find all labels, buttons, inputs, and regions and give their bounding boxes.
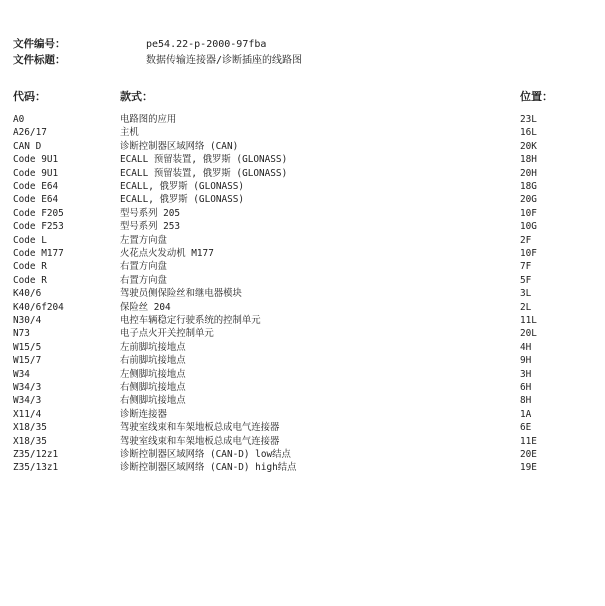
row-position: 8H: [520, 395, 532, 407]
row-position: 7F: [520, 261, 532, 273]
row-position: 2F: [520, 234, 532, 246]
row-code: Code R: [13, 274, 47, 286]
row-position: 1A: [520, 408, 532, 420]
row-code: W34/3: [13, 382, 42, 393]
row-position: 3H: [520, 368, 532, 380]
row-code: Code L: [13, 234, 47, 246]
table-row: [0, 394, 605, 407]
row-code: CAN D: [13, 140, 42, 152]
table-row: [0, 126, 605, 139]
row-code: X11/4: [13, 408, 42, 420]
row-description: 电控车辆稳定行驶系统的控制单元: [120, 315, 261, 326]
table-row: [0, 301, 605, 314]
table-row: [0, 327, 605, 340]
table-row: [0, 461, 605, 474]
row-description: 左前脚坑接地点: [120, 341, 186, 353]
row-position: 20H: [520, 167, 537, 179]
row-code: Code 9U1: [13, 154, 59, 166]
doc-number-label: 文件编号：: [13, 38, 66, 50]
row-position: 5F: [520, 274, 532, 286]
row-code: W15/7: [13, 355, 42, 367]
table-row: [0, 421, 605, 434]
row-code: A0: [13, 114, 25, 125]
row-code: W15/5: [13, 341, 42, 353]
row-code: Code R: [13, 261, 47, 273]
row-description: 诊断控制器区域网络 (CAN-D) high结点: [120, 462, 297, 474]
table-row: [0, 408, 605, 421]
row-position: 9H: [520, 355, 532, 367]
row-description: 驾驶员侧保险丝和继电器模块: [120, 288, 242, 300]
row-position: 10F: [520, 207, 537, 219]
column-header-code: 代码：: [13, 90, 46, 103]
doc-number-value: pe54.22-p-2000-97fba: [146, 39, 267, 50]
row-code: W34: [13, 368, 30, 380]
row-code: K40/6f204: [13, 301, 64, 313]
row-position: 20G: [520, 194, 537, 206]
table-row: [0, 341, 605, 354]
table-row: [0, 287, 605, 300]
row-description: 驾驶室线束和车架地板总成电气连接器: [120, 422, 280, 434]
row-code: Code E64: [13, 194, 59, 206]
row-description: ECALL, 俄罗斯 (GLONASS): [120, 194, 245, 206]
doc-title-label: 文件标题：: [13, 54, 66, 66]
row-position: 6H: [520, 382, 532, 393]
row-position: 6E: [520, 422, 532, 434]
row-position: 4H: [520, 341, 532, 353]
table-row: [0, 260, 605, 273]
row-position: 10G: [520, 221, 537, 233]
row-description: 电子点火开关控制单元: [120, 328, 214, 340]
row-position: 11E: [520, 435, 537, 447]
table-row: [0, 167, 605, 180]
row-position: 2L: [520, 301, 532, 313]
row-code: Z35/13z1: [13, 462, 59, 474]
row-code: Code F205: [13, 207, 64, 219]
table-row: [0, 180, 605, 193]
table-row: [0, 207, 605, 220]
row-position: 3L: [520, 288, 532, 300]
row-description: 左侧脚坑接地点: [120, 368, 186, 380]
row-description: 诊断控制器区域网络 (CAN-D) low结点: [120, 449, 291, 460]
column-header-type: 款式：: [120, 90, 153, 103]
table-row: [0, 193, 605, 206]
row-description: 主机: [120, 127, 139, 139]
row-position: 18G: [520, 181, 537, 192]
row-position: 16L: [520, 127, 537, 139]
row-code: Code M177: [13, 248, 64, 259]
table-row: [0, 234, 605, 247]
row-position: 20E: [520, 449, 537, 460]
row-description: 保险丝 204: [120, 301, 171, 313]
row-description: 型号系列 205: [120, 207, 181, 219]
row-description: 火花点火发动机 M177: [120, 248, 214, 259]
column-header-position: 位置：: [520, 90, 553, 103]
row-position: 20K: [520, 140, 537, 152]
table-row: [0, 314, 605, 327]
row-code: N30/4: [13, 315, 42, 326]
row-description: 电路图的应用: [120, 114, 177, 125]
table-row: [0, 381, 605, 394]
row-code: X18/35: [13, 435, 47, 447]
row-code: K40/6: [13, 288, 42, 300]
row-description: ECALL, 俄罗斯 (GLONASS): [120, 181, 245, 192]
row-code: X18/35: [13, 422, 47, 434]
row-description: 诊断控制器区域网络 (CAN): [120, 140, 239, 152]
row-code: Code 9U1: [13, 167, 59, 179]
doc-title-value: 数据传输连接器/诊断插座的线路图: [146, 55, 303, 66]
row-description: ECALL 预留装置, 俄罗斯 (GLONASS): [120, 154, 288, 166]
row-position: 18H: [520, 154, 537, 166]
row-description: 右置方向盘: [120, 274, 167, 286]
table-row: [0, 448, 605, 461]
row-position: 19E: [520, 462, 537, 474]
table-row: [0, 368, 605, 381]
row-position: 10F: [520, 248, 537, 259]
row-description: 右侧脚坑接地点: [120, 395, 186, 407]
row-code: A26/17: [13, 127, 47, 139]
row-description: 左置方向盘: [120, 234, 167, 246]
table-row: [0, 140, 605, 153]
row-description: 右前脚坑接地点: [120, 355, 186, 367]
row-position: 11L: [520, 315, 537, 326]
table-row: [0, 220, 605, 233]
row-code: Code E64: [13, 181, 59, 192]
row-description: 诊断连接器: [120, 408, 167, 420]
table-row: [0, 274, 605, 287]
table-row: [0, 354, 605, 367]
row-description: 驾驶室线束和车架地板总成电气连接器: [120, 435, 280, 447]
row-position: 23L: [520, 114, 537, 125]
table-row: [0, 247, 605, 260]
row-code: N73: [13, 328, 30, 340]
row-position: 20L: [520, 328, 537, 340]
row-description: 右置方向盘: [120, 261, 167, 273]
row-description: 型号系列 253: [120, 221, 181, 233]
row-code: Code F253: [13, 221, 64, 233]
row-description: ECALL 预留装置, 俄罗斯 (GLONASS): [120, 167, 288, 179]
row-code: W34/3: [13, 395, 42, 407]
row-code: Z35/12z1: [13, 449, 59, 460]
row-description: 右侧脚坑接地点: [120, 382, 186, 393]
table-row: [0, 113, 605, 126]
table-row: [0, 435, 605, 448]
table-row: [0, 153, 605, 166]
